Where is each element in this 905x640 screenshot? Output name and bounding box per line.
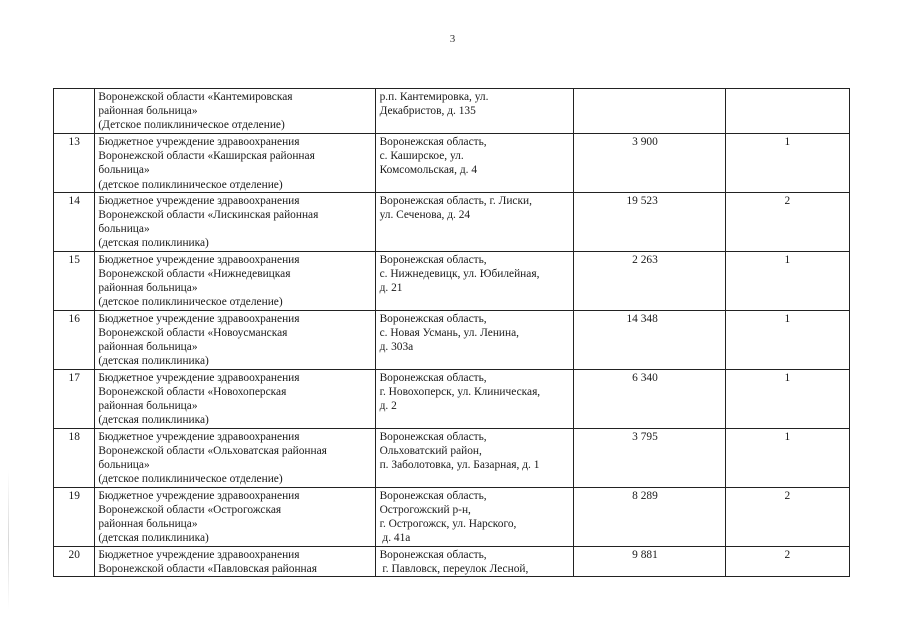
institution-name-line: Бюджетное учреждение здравоохранения — [98, 371, 300, 384]
units-cell: 2 — [725, 487, 849, 546]
units-cell: 1 — [725, 369, 849, 428]
institution-name-line: Бюджетное учреждение здравоохранения — [98, 194, 300, 207]
address-line: Воронежская область, — [379, 136, 487, 148]
table-row — [54, 546, 850, 576]
institution-name-line: Воронежской области «Острогожская — [98, 503, 282, 516]
address-cell — [375, 89, 573, 134]
institution-name-line: Бюджетное учреждение здравоохранения — [98, 136, 300, 148]
address-line: Воронежская область, — [379, 253, 487, 266]
address-line: д. 2 — [379, 400, 397, 413]
institution-name-line: Бюджетное учреждение здравоохранения — [98, 312, 300, 325]
institution-name-line: Бюджетное учреждение здравоохранения — [98, 253, 300, 266]
address-line: п. Заболотовка, ул. Базарная, д. 1 — [379, 459, 540, 472]
row-number-cell: 18 — [54, 428, 95, 487]
address-line: ул. Сеченова, д. 24 — [379, 208, 471, 221]
address-line: Ольховатский район, — [379, 444, 482, 457]
address-line: д. 41а — [379, 532, 411, 545]
institution-name-cell — [95, 428, 375, 487]
address-line: Воронежская область, — [379, 430, 487, 443]
row-number-cell: 13 — [54, 134, 95, 193]
institution-name-line: Бюджетное учреждение здравоохранения — [98, 548, 300, 561]
row-number-cell: 17 — [54, 369, 95, 428]
table-row — [54, 251, 850, 310]
institution-name-line: Воронежской области «Ольховатская районная — [98, 444, 327, 457]
count-cell: 14 348 — [574, 310, 726, 369]
institution-name-line: (Детское поликлиническое отделение) — [98, 119, 285, 132]
address-cell — [375, 546, 573, 576]
institution-name-cell — [95, 310, 375, 369]
units-cell: 1 — [725, 310, 849, 369]
table-row — [54, 428, 850, 487]
count-cell: 9 881 — [574, 546, 726, 576]
facilities-table — [53, 88, 850, 577]
institution-name-line: (детское поликлиническое отделение) — [98, 178, 283, 191]
units-cell: 1 — [725, 428, 849, 487]
table-row — [54, 134, 850, 193]
institution-name-line: Воронежской области «Новоусманская — [98, 326, 288, 339]
address-line: Воронежская область, г. Лиски, — [379, 194, 532, 207]
count-cell — [574, 89, 726, 134]
address-line: Воронежская область, — [379, 312, 487, 325]
institution-name-line: (детское поликлиническое отделение) — [98, 296, 283, 309]
institution-name-line: Воронежской области «Лискинская районная — [98, 208, 319, 221]
institution-name-cell — [95, 192, 375, 251]
table-row — [54, 487, 850, 546]
institution-name-line: (детское поликлиническое отделение) — [98, 473, 283, 486]
address-cell — [375, 369, 573, 428]
address-line: с. Нижнедевицк, ул. Юбилейная, — [379, 267, 540, 280]
institution-name-cell — [95, 487, 375, 546]
institution-name-line: Воронежской области «Павловская районная — [98, 562, 317, 575]
units-cell: 1 — [725, 251, 849, 310]
address-cell — [375, 428, 573, 487]
address-line: г. Павловск, переулок Лесной, — [379, 562, 529, 575]
address-line: с. Новая Усмань, ул. Ленина, — [379, 326, 520, 339]
address-line: с. Каширское, ул. — [379, 150, 464, 163]
row-number-cell: 16 — [54, 310, 95, 369]
institution-name-line: (детская поликлиника) — [98, 532, 209, 545]
address-cell — [375, 487, 573, 546]
institution-name-line: больница» — [98, 223, 150, 236]
address-line: Острогожский р-н, — [379, 503, 471, 516]
address-line: г. Острогожск, ул. Нарского, — [379, 518, 517, 531]
address-cell — [375, 310, 573, 369]
address-line: Воронежская область, — [379, 371, 487, 384]
address-line: Воронежская область, — [379, 489, 487, 502]
institution-name-line: Воронежской области «Каширская районная — [98, 150, 315, 163]
address-line: р.п. Кантемировка, ул. — [379, 91, 489, 103]
count-cell: 2 263 — [574, 251, 726, 310]
address-line: Комсомольская, д. 4 — [379, 164, 478, 177]
institution-name-line: районная больница» — [98, 282, 198, 295]
scan-edge-shadow — [8, 470, 9, 610]
units-cell — [725, 89, 849, 134]
address-line: г. Новохоперск, ул. Клиническая, — [379, 385, 541, 398]
table-row — [54, 310, 850, 369]
institution-name-line: (детская поликлиника) — [98, 414, 209, 427]
units-cell: 1 — [725, 134, 849, 193]
institution-name-cell — [95, 134, 375, 193]
institution-name-cell — [95, 546, 375, 576]
count-cell: 6 340 — [574, 369, 726, 428]
institution-name-line: больница» — [98, 459, 150, 472]
institution-name-line: районная больница» — [98, 341, 198, 354]
address-line: Декабристов, д. 135 — [379, 105, 476, 118]
institution-name-line: Воронежской области «Новохоперская — [98, 385, 287, 398]
row-number-cell — [54, 89, 95, 134]
row-number-cell: 15 — [54, 251, 95, 310]
table-row — [54, 89, 850, 134]
institution-name-cell — [95, 89, 375, 134]
institution-name-line: Воронежской области «Кантемировская — [98, 91, 293, 103]
institution-name-line: больница» — [98, 164, 150, 177]
address-line: Воронежская область, — [379, 548, 487, 561]
count-cell: 3 795 — [574, 428, 726, 487]
institution-name-line: (детская поликлиника) — [98, 237, 209, 250]
table-body — [54, 89, 850, 577]
table-row — [54, 192, 850, 251]
table-row — [54, 369, 850, 428]
address-line: д. 21 — [379, 282, 403, 295]
address-cell — [375, 134, 573, 193]
row-number-cell: 14 — [54, 192, 95, 251]
institution-name-cell — [95, 369, 375, 428]
institution-name-cell — [95, 251, 375, 310]
address-cell — [375, 192, 573, 251]
row-number-cell: 19 — [54, 487, 95, 546]
units-cell: 2 — [725, 192, 849, 251]
page-number: 3 — [449, 33, 456, 45]
address-cell — [375, 251, 573, 310]
units-cell: 2 — [725, 546, 849, 576]
institution-name-line: районная больница» — [98, 105, 198, 118]
institution-name-line: Воронежской области «Нижнедевицкая — [98, 267, 291, 280]
institution-name-line: (детская поликлиника) — [98, 355, 209, 368]
institution-name-line: Бюджетное учреждение здравоохранения — [98, 430, 300, 443]
institution-name-line: районная больница» — [98, 518, 198, 531]
row-number-cell: 20 — [54, 546, 95, 576]
institution-name-line: районная больница» — [98, 400, 198, 413]
count-cell: 8 289 — [574, 487, 726, 546]
count-cell: 19 523 — [574, 192, 726, 251]
count-cell: 3 900 — [574, 134, 726, 193]
address-line: д. 303а — [379, 341, 414, 354]
institution-name-line: Бюджетное учреждение здравоохранения — [98, 489, 300, 502]
